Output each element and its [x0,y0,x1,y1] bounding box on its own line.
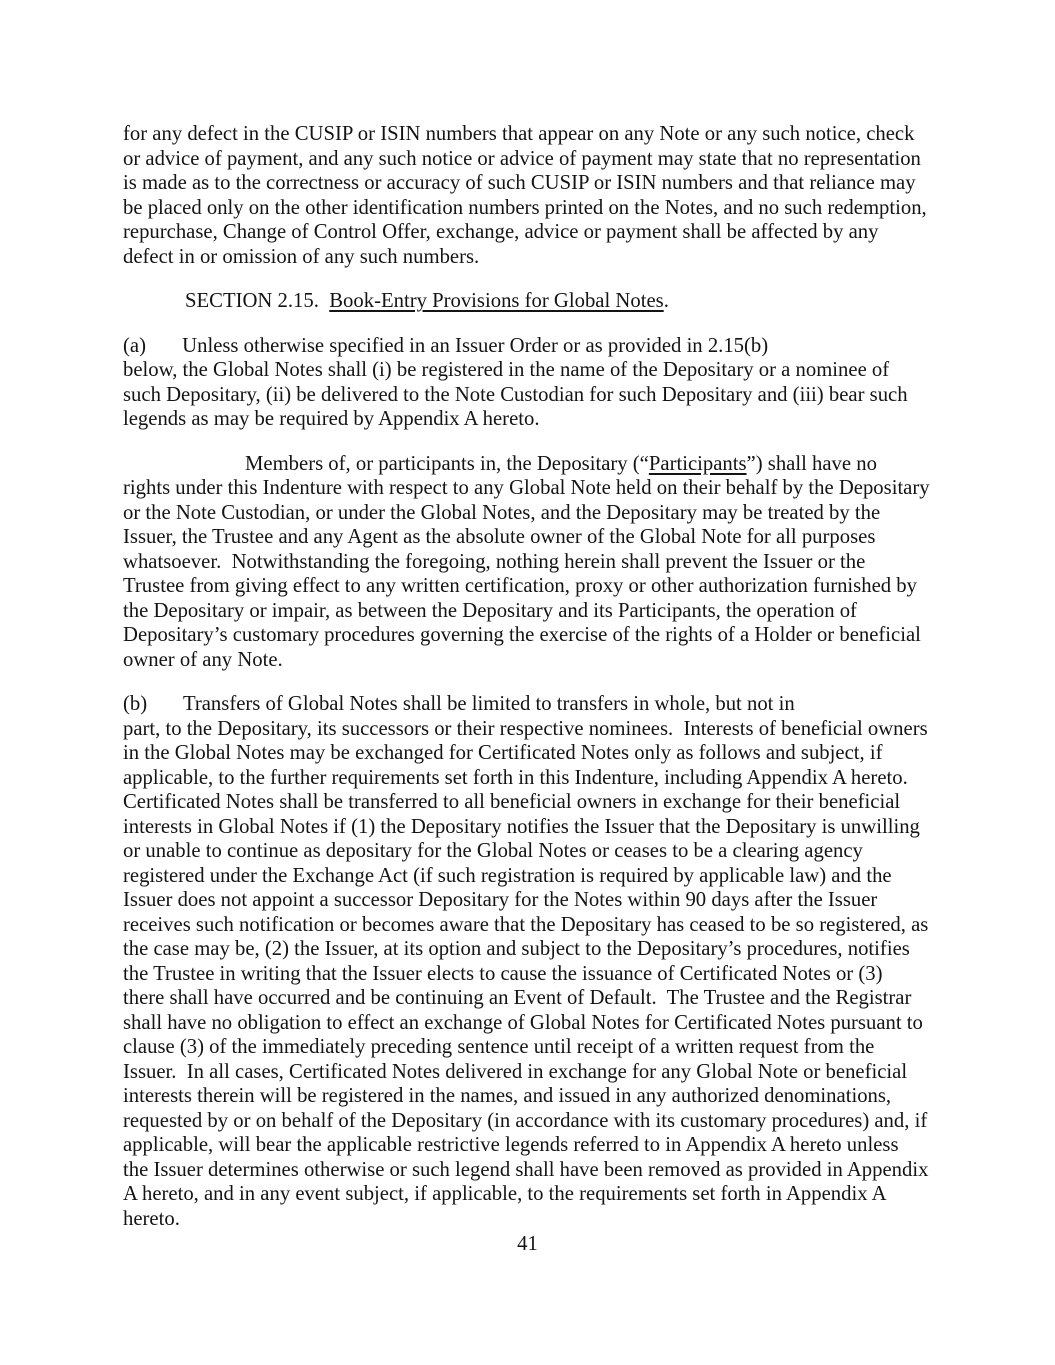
text-line: interests therein will be registered in the names, and issued in any authorized denominations, [123,1085,892,1107]
text-line: receives such notification or becomes aware that the Depositary has ceased to be so registered, as [123,913,929,936]
section-title: Book-Entry Provisions for Global Notes [329,290,664,312]
text-line: shall have no obligation to effect an exchange of Global Notes for Certificated Notes pursuant to [123,1011,923,1034]
paragraph-members [123,452,939,673]
text-line: or the Note Custodian, or under the Global Notes, and the Depositary may be treated by the [123,501,881,524]
members-line-suffix: ”) shall have no [746,452,877,475]
text-line: repurchase, Change of Control Offer, exchange, advice or payment shall be affected by any [123,221,879,243]
text-line: the Trustee in writing that the Issuer elects to cause the issuance of Certificated Notes or (3) [123,962,883,985]
text-line: there shall have occurred and be continuing an Event of Default. The Trustee and the Registrar [123,987,912,1009]
text-line: in the Global Notes may be exchanged for Certificated Notes only as follows and subject, if [123,742,883,764]
text-line: Certificated Notes shall be transferred to all beneficial owners in exchange for their beneficial [123,791,901,813]
paragraph-b [123,692,939,1231]
section-number: SECTION 2.15. [185,290,319,312]
text-line: hereto. [123,1207,180,1230]
page-number: 41 [517,1233,538,1255]
section-heading [123,289,939,314]
text-line: (a) Unless otherwise specified in an Issuer Order or as provided in 2.15(b) [123,334,769,357]
text-line: the Depositary or impair, as between the Depositary and its Participants, the operation of [123,599,857,622]
text-line: registered under the Exchange Act (if such registration is required by applicable law) and the [123,864,892,887]
paragraph-a [123,334,939,432]
section-heading-spacer [319,290,329,312]
text-line: owner of any Note. [123,648,283,671]
text-line: is made as to the correctness or accuracy of such CUSIP or ISIN numbers and that reliance may [123,172,916,194]
text-line: applicable, to the further requirements set forth in this Indenture, including Appendix A hereto. [123,766,908,789]
paragraph-members-rest [123,476,939,672]
text-line: Issuer. In all cases, Certificated Notes delivered in exchange for any Global Note or beneficial [123,1060,908,1083]
text-line: part, to the Depositary, its successors or their respective nominees. Interests of beneficial owners [123,717,928,740]
text-line: rights under this Indenture with respect to any Global Note held on their behalf by the Depositary [123,477,930,499]
text-line: be placed only on the other identification numbers printed on the Notes, and no such redemption, [123,196,927,219]
text-line: applicable, will bear the applicable restrictive legends referred to in Appendix A hereto unless [123,1134,899,1156]
text-line: clause (3) of the immediately preceding sentence until receipt of a written request from the [123,1036,875,1058]
text-line: or unable to continue as depositary for the Global Notes or ceases to be a clearing agency [123,840,863,862]
text-line: Trustee from giving effect to any written certification, proxy or other authorization furnished by [123,575,917,597]
section-heading-line [123,289,939,314]
text-line: below, the Global Notes shall (i) be registered in the name of the Depositary or a nominee of [123,359,890,381]
text-line: Depositary’s customary procedures governing the exercise of the rights of a Holder or beneficial [123,624,921,646]
text-line: A hereto, and in any event subject, if applicable, to the requirements set forth in Appendix A [123,1183,887,1205]
text-line: Issuer, the Trustee and any Agent as the absolute owner of the Global Note for all purposes [123,526,876,548]
paragraph-intro [123,122,939,269]
text-line: the case may be, (2) the Issuer, at its option and subject to the Depositary’s procedures, notifies [123,938,910,960]
members-line-prefix: Members of, or participants in, the Depositary (“ [245,452,649,475]
text-line: legends as may be required by Appendix A hereto. [123,408,540,430]
text-line [123,452,939,477]
participants-defined-term: Participants [648,452,747,475]
text-line: or advice of payment, and any such notice or advice of payment may state that no representation [123,147,921,170]
text-line: interests in Global Notes if (1) the Depositary notifies the Issuer that the Depositary is unwilling [123,815,920,838]
text-line: the Issuer determines otherwise or such legend shall have been removed as provided in Appendix [123,1158,929,1181]
text-line: whatsoever. Notwithstanding the foregoing, nothing herein shall prevent the Issuer or the [123,550,866,573]
text-line: (b) Transfers of Global Notes shall be limited to transfers in whole, but not in [123,693,795,715]
text-line: requested by or on behalf of the Depositary (in accordance with its customary procedures) and, if [123,1109,928,1132]
text-line: defect in or omission of any such numbers. [123,245,480,268]
text-line: such Depositary, (ii) be delivered to the Note Custodian for such Depositary and (iii) bear such [123,383,908,406]
section-title-period: . [663,290,669,312]
text-line: Issuer does not appoint a successor Depositary for the Notes within 90 days after the Issuer [123,889,878,911]
text-line: for any defect in the CUSIP or ISIN numbers that appear on any Note or any such notice, check [123,123,915,145]
